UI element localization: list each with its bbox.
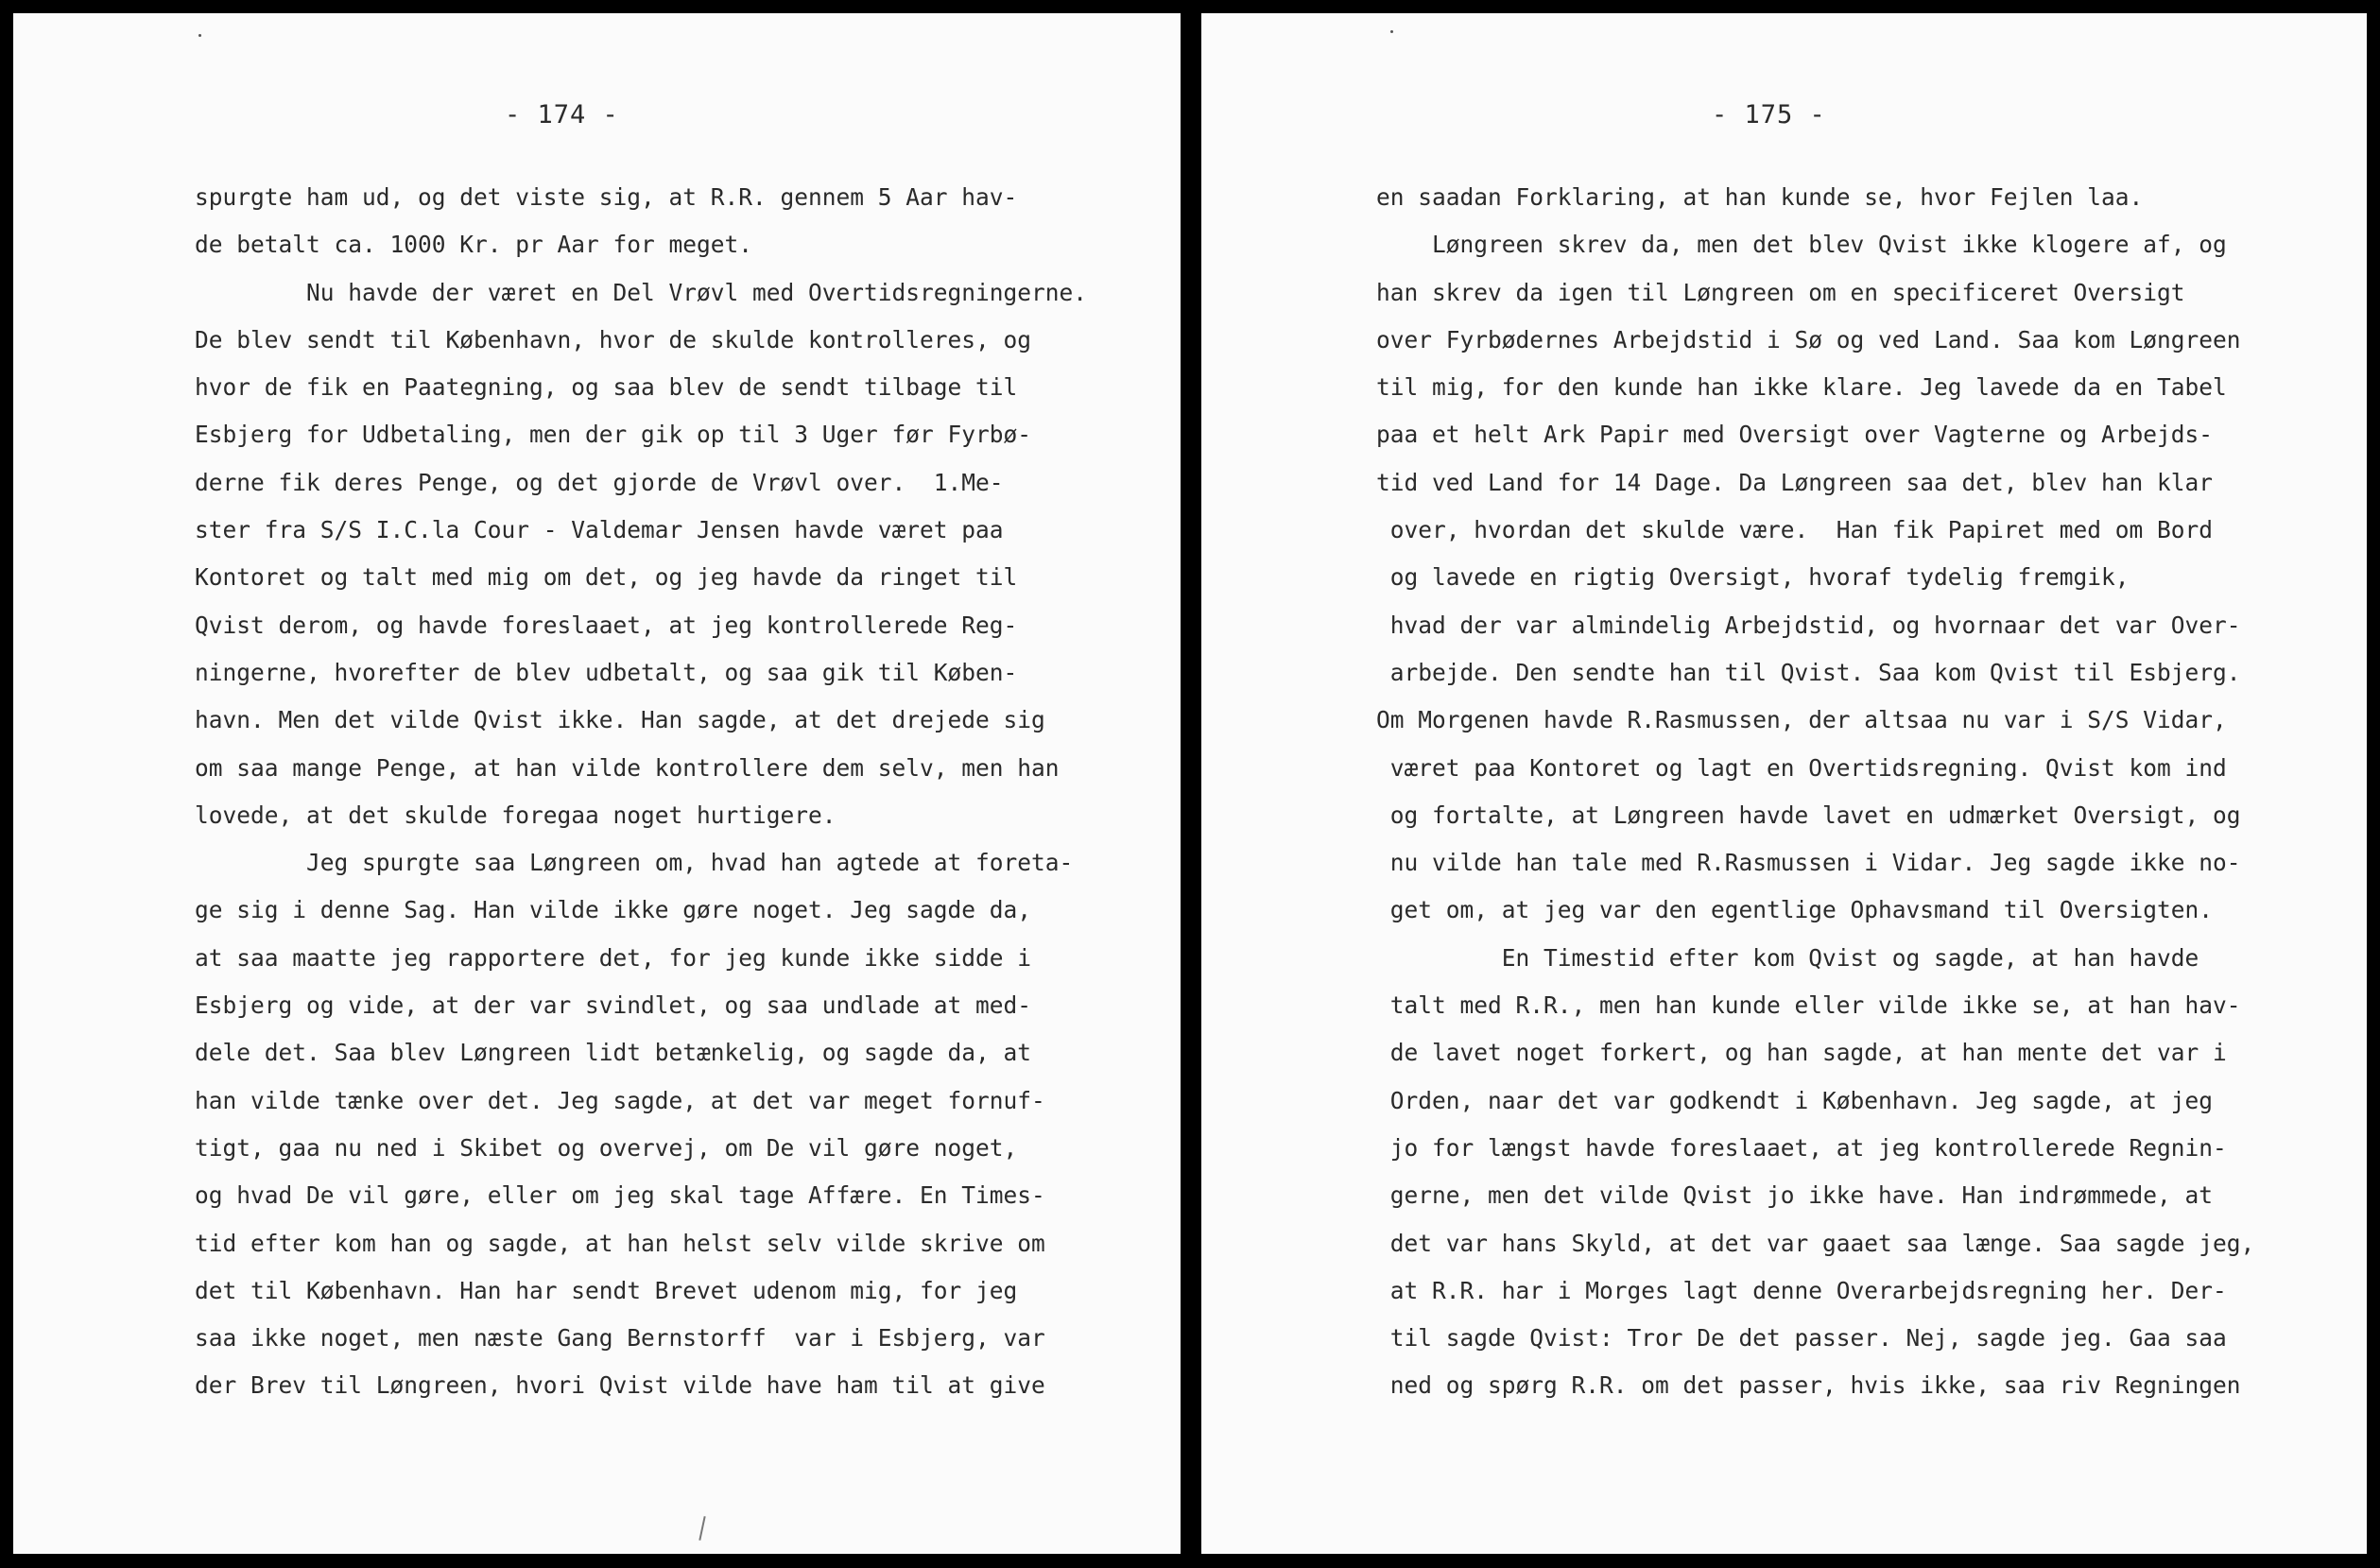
text-line: hvad der var almindelig Arbejdstid, og hvornaar det var Over- xyxy=(1376,611,2241,639)
text-line: jo for længst havde foreslaaet, at jeg kontrollerede Regnin- xyxy=(1376,1133,2227,1162)
text-line: ned og spørg R.R. om det passer, hvis ikke, saa riv Regningen xyxy=(1376,1371,2241,1400)
text-line: De blev sendt til København, hvor de skulde kontrolleres, og xyxy=(195,325,1032,353)
text-line: Løngreen skrev da, men det blev Qvist ikke klogere af, og xyxy=(1376,231,2227,259)
text-line: derne fik deres Penge, og det gjorde de Vrøvl over. 1.Me- xyxy=(195,468,1004,496)
text-line: ster fra S/S I.C.la Cour - Valdemar Jensen havde været paa xyxy=(195,516,1004,544)
text-line: havn. Men det vilde Qvist ikke. Han sagde, at det drejede sig xyxy=(195,706,1045,734)
text-line: og lavede en rigtig Oversigt, hvoraf tydelig fremgik, xyxy=(1376,563,2130,592)
text-line: nu vilde han tale med R.Rasmussen i Vidar. Jeg sagde ikke no- xyxy=(1376,849,2241,877)
text-line: Orden, naar det var godkendt i København. Jeg sagde, at jeg xyxy=(1376,1086,2214,1114)
speck-mark xyxy=(198,34,201,37)
text-line: spurgte ham ud, og det viste sig, at R.R. gennem 5 Aar hav- xyxy=(195,183,1018,211)
text-line: Jeg spurgte saa Løngreen om, hvad han agtede at foreta- xyxy=(195,849,1074,877)
text-line: saa ikke noget, men næste Gang Bernstorff var i Esbjerg, var xyxy=(195,1324,1045,1353)
text-line: paa et helt Ark Papir med Oversigt over Vagterne og Arbejds- xyxy=(1376,421,2214,449)
text-line: talt med R.R., men han kunde eller vilde ikke se, at han hav- xyxy=(1376,991,2241,1020)
text-line: over Fyrbødernes Arbejdstid i Sø og ved Land. Saa kom Løngreen xyxy=(1376,325,2241,353)
text-line: Om Morgenen havde R.Rasmussen, der altsaa nu var i S/S Vidar, xyxy=(1376,706,2227,734)
text-line: get om, at jeg var den egentlige Ophavsmand til Oversigten. xyxy=(1376,896,2214,924)
page-text xyxy=(195,174,1102,1410)
right-document-page xyxy=(1201,13,2367,1554)
text-line: der Brev til Løngreen, hvori Qvist vilde have ham til at give xyxy=(195,1371,1045,1400)
text-line: ge sig i denne Sag. Han vilde ikke gøre noget. Jeg sagde da, xyxy=(195,896,1032,924)
text-line: til sagde Qvist: Tror De det passer. Nej, sagde jeg. Gaa saa xyxy=(1376,1324,2227,1353)
text-line: at R.R. har i Morges lagt denne Overarbejdsregning her. Der- xyxy=(1376,1276,2227,1304)
text-line: dele det. Saa blev Løngreen lidt betænkelig, og sagde da, at xyxy=(195,1039,1032,1067)
text-line: og fortalte, at Løngreen havde lavet en udmærket Oversigt, og xyxy=(1376,801,2241,829)
page-number: - 174 - xyxy=(505,100,619,129)
pencil-mark xyxy=(698,1516,705,1541)
text-line: en saadan Forklaring, at han kunde se, hvor Fejlen laa. xyxy=(1376,183,2144,211)
text-line: gerne, men det vilde Qvist jo ikke have. Han indrømmede, at xyxy=(1376,1181,2214,1210)
text-line: over, hvordan det skulde være. Han fik Papiret med om Bord xyxy=(1376,516,2214,544)
text-line: Qvist derom, og havde foreslaaet, at jeg kontrollerede Reg- xyxy=(195,611,1018,639)
text-line: Nu havde der været en Del Vrøvl med Overtidsregningerne. xyxy=(195,278,1088,306)
text-line: Esbjerg for Udbetaling, men der gik op til 3 Uger før Fyrbø- xyxy=(195,421,1032,449)
text-line: ningerne, hvorefter de blev udbetalt, og saa gik til Køben- xyxy=(195,658,1018,686)
page-number: - 175 - xyxy=(1712,100,1826,129)
text-line: Esbjerg og vide, at der var svindlet, og saa undlade at med- xyxy=(195,991,1032,1020)
text-line: arbejde. Den sendte han til Qvist. Saa kom Qvist til Esbjerg. xyxy=(1376,658,2241,686)
text-line: tid ved Land for 14 Dage. Da Løngreen saa det, blev han klar xyxy=(1376,468,2214,496)
text-line: om saa mange Penge, at han vilde kontrollere dem selv, men han xyxy=(195,753,1060,782)
text-line: tid efter kom han og sagde, at han helst selv vilde skrive om xyxy=(195,1229,1045,1257)
text-line: at saa maatte jeg rapportere det, for jeg kunde ikke sidde i xyxy=(195,943,1032,972)
text-line: det til København. Han har sendt Brevet udenom mig, for jeg xyxy=(195,1276,1018,1304)
text-line: hvor de fik en Paategning, og saa blev de sendt tilbage til xyxy=(195,373,1018,402)
left-document-page xyxy=(13,13,1181,1554)
text-line: det var hans Skyld, at det var gaaet saa længe. Saa sagde jeg, xyxy=(1376,1229,2255,1257)
text-line: lovede, at det skulde foregaa noget hurtigere. xyxy=(195,801,836,829)
text-line: En Timestid efter kom Qvist og sagde, at han havde xyxy=(1376,943,2199,972)
text-line: været paa Kontoret og lagt en Overtidsregning. Qvist kom ind xyxy=(1376,753,2227,782)
page-text xyxy=(1376,174,2298,1410)
text-line: de betalt ca. 1000 Kr. pr Aar for meget. xyxy=(195,231,753,259)
text-line: de lavet noget forkert, og han sagde, at han mente det var i xyxy=(1376,1039,2227,1067)
text-line: han vilde tænke over det. Jeg sagde, at det var meget fornuf- xyxy=(195,1086,1045,1114)
text-line: til mig, for den kunde han ikke klare. Jeg lavede da en Tabel xyxy=(1376,373,2227,402)
text-line: Kontoret og talt med mig om det, og jeg havde da ringet til xyxy=(195,563,1018,592)
text-line: og hvad De vil gøre, eller om jeg skal tage Affære. En Times- xyxy=(195,1181,1045,1210)
text-line: tigt, gaa nu ned i Skibet og overvej, om De vil gøre noget, xyxy=(195,1133,1018,1162)
text-line: han skrev da igen til Løngreen om en specificeret Oversigt xyxy=(1376,278,2185,306)
speck-mark xyxy=(1390,30,1393,33)
